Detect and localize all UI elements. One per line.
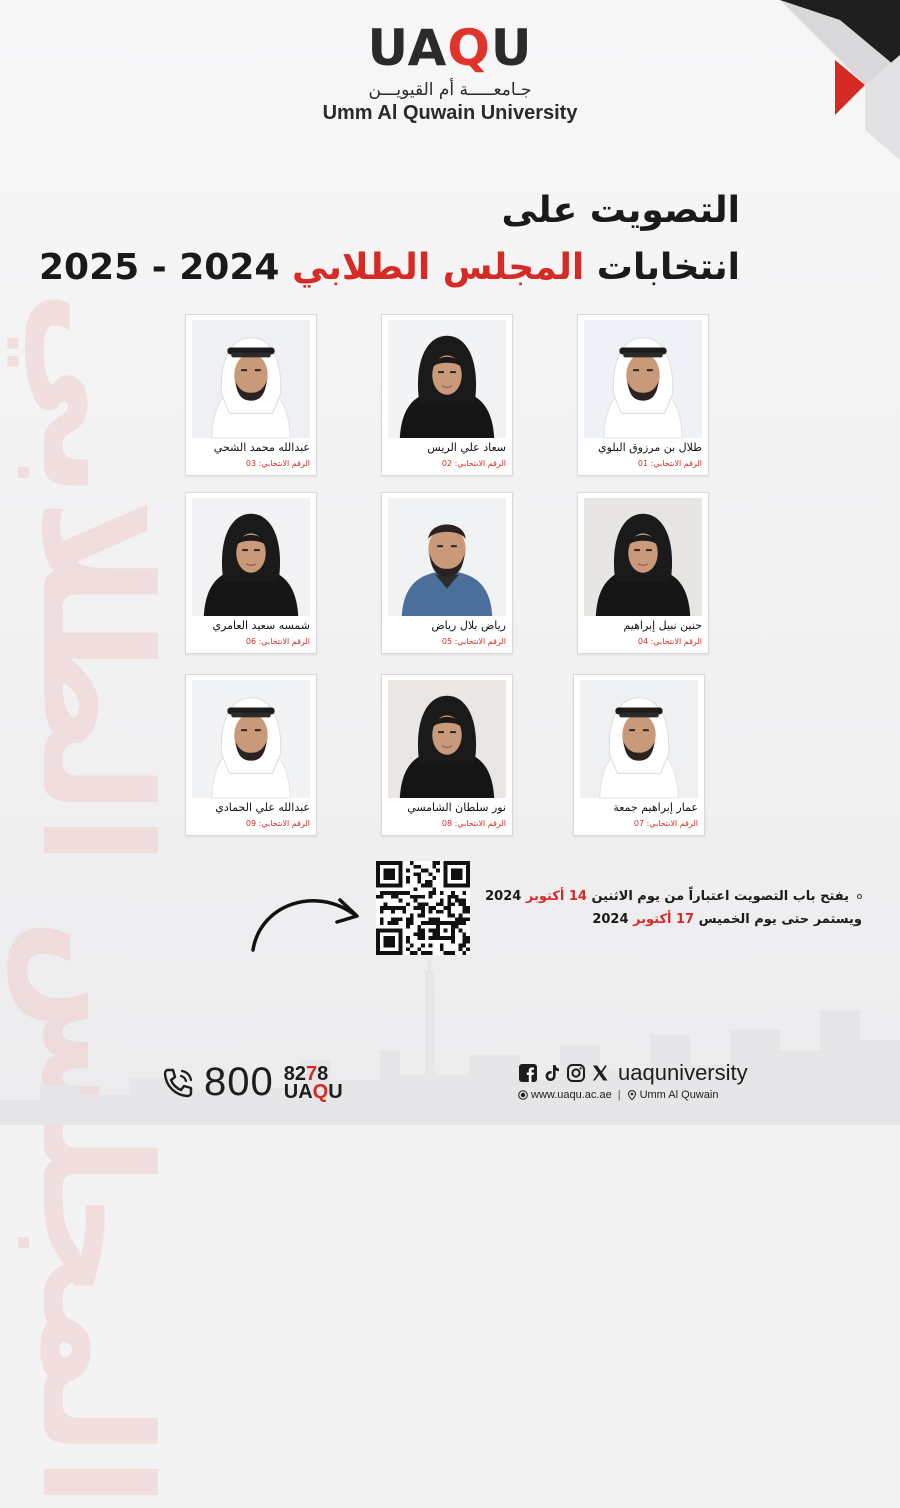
candidate-photo bbox=[192, 499, 310, 615]
voting-open-date: 14 أكتوبر bbox=[525, 889, 587, 904]
logo-name-arabic: جـامعـــــة أم القيويـــن bbox=[368, 80, 532, 100]
candidate-number: الرقم الانتخابي: 09 bbox=[245, 819, 310, 828]
heading-elections: انتخابات bbox=[584, 247, 740, 288]
candidate-photo bbox=[192, 681, 310, 797]
candidate-name: عمار إبراهيم جمعة bbox=[613, 801, 698, 814]
logo-mark bbox=[300, 20, 600, 76]
logo-name-english: Umm Al Quwain University bbox=[322, 102, 578, 124]
phone-digits-a: 82 bbox=[283, 1062, 306, 1085]
separator: | bbox=[617, 1089, 621, 1101]
arrow-icon bbox=[245, 880, 365, 960]
candidate-photo bbox=[388, 681, 506, 797]
candidate-number: الرقم الانتخابي: 02 bbox=[441, 459, 506, 468]
candidate-number: الرقم الانتخابي: 03 bbox=[245, 459, 310, 468]
phone-code bbox=[283, 1062, 343, 1103]
candidate-card bbox=[185, 674, 317, 836]
social-handle[interactable]: uaquniversity bbox=[618, 1060, 748, 1085]
voting-open-text: يفتح باب التصويت اعتباراً من يوم الاثنين bbox=[586, 889, 849, 904]
corner-decoration bbox=[740, 0, 900, 160]
candidate-card bbox=[577, 492, 709, 654]
voting-close-text: ويستمر حتى يوم الخميس bbox=[694, 912, 862, 927]
phone-digits-b: 7 bbox=[306, 1062, 318, 1085]
phone-letters-c: U bbox=[328, 1080, 343, 1103]
phone-contact[interactable] bbox=[160, 1060, 343, 1105]
candidate-photo bbox=[388, 321, 506, 437]
voting-close-date: 17 أكتوبر bbox=[633, 912, 695, 927]
heading-student-council: المجلس الطلابي bbox=[291, 247, 585, 288]
candidate-number: الرقم الانتخابي: 08 bbox=[441, 819, 506, 828]
university-logo bbox=[300, 20, 600, 125]
candidate-name: نور سلطان الشامسي bbox=[407, 801, 506, 814]
candidate-number: الرقم الانتخابي: 05 bbox=[441, 637, 506, 646]
contact-line bbox=[518, 1089, 718, 1101]
candidate-photo bbox=[192, 321, 310, 437]
logo-letter-q: Q bbox=[447, 19, 491, 77]
x-icon[interactable] bbox=[590, 1063, 610, 1083]
phone-icon bbox=[160, 1065, 196, 1101]
heading-line-2 bbox=[39, 247, 740, 288]
candidate-name: رياض بلال رياض bbox=[431, 619, 506, 632]
phone-letters bbox=[283, 1080, 343, 1103]
social-links bbox=[518, 1060, 748, 1086]
phone-letters-b: Q bbox=[312, 1080, 329, 1103]
candidate-number: الرقم الانتخابي: 06 bbox=[245, 637, 310, 646]
voting-info-line-2 bbox=[382, 908, 862, 931]
candidate-photo bbox=[580, 681, 698, 797]
bullet-icon bbox=[857, 894, 862, 899]
candidate-card bbox=[185, 314, 317, 476]
candidate-card bbox=[185, 492, 317, 654]
candidate-card bbox=[381, 674, 513, 836]
tiktok-icon[interactable] bbox=[542, 1063, 562, 1083]
instagram-icon[interactable] bbox=[566, 1063, 586, 1083]
candidate-name: سعاد علي الريس bbox=[427, 441, 506, 454]
watermark bbox=[8, 290, 190, 1508]
location-pin-icon bbox=[627, 1090, 637, 1100]
logo-letter-u2: U bbox=[490, 19, 533, 77]
voting-close-year: 2024 bbox=[592, 912, 634, 927]
website-link[interactable]: www.uaqu.ac.ae bbox=[531, 1089, 612, 1101]
phone-letters-a: UA bbox=[283, 1080, 313, 1103]
watermark-text: المجلس الطلابي bbox=[8, 290, 182, 1508]
candidate-number: الرقم الانتخابي: 07 bbox=[633, 819, 698, 828]
logo-letter-u: U bbox=[367, 19, 408, 77]
phone-digits-c: 8 bbox=[317, 1062, 329, 1085]
candidate-card bbox=[573, 674, 705, 836]
skyline-silhouette bbox=[0, 950, 900, 1125]
globe-icon bbox=[518, 1090, 528, 1100]
candidate-card bbox=[577, 314, 709, 476]
candidate-number: الرقم الانتخابي: 04 bbox=[637, 637, 702, 646]
logo-letter-a: A bbox=[407, 19, 448, 77]
candidate-card bbox=[381, 492, 513, 654]
voting-open-year: 2024 bbox=[485, 889, 526, 904]
candidate-photo bbox=[388, 499, 506, 615]
candidate-name: شمسه سعيد العامري bbox=[212, 619, 310, 632]
heading-years: 2024 - 2025 bbox=[39, 247, 292, 288]
candidate-photo bbox=[584, 321, 702, 437]
candidate-name: طلال بن مرزوق البلوي bbox=[597, 441, 702, 454]
phone-prefix: 800 bbox=[204, 1060, 274, 1104]
candidate-card bbox=[381, 314, 513, 476]
facebook-icon[interactable] bbox=[518, 1063, 538, 1083]
candidate-name: عبدالله محمد الشحي bbox=[213, 441, 310, 454]
voting-info bbox=[382, 885, 862, 931]
candidate-name: عبدالله علي الحمادي bbox=[215, 801, 310, 814]
candidate-photo bbox=[584, 499, 702, 615]
candidate-number: الرقم الانتخابي: 01 bbox=[637, 459, 702, 468]
candidate-name: حنين نبيل إبراهيم bbox=[623, 619, 702, 632]
location-text: Umm Al Quwain bbox=[639, 1089, 719, 1101]
voting-info-line-1 bbox=[382, 885, 862, 908]
heading-line-1: التصويت على bbox=[501, 190, 740, 231]
